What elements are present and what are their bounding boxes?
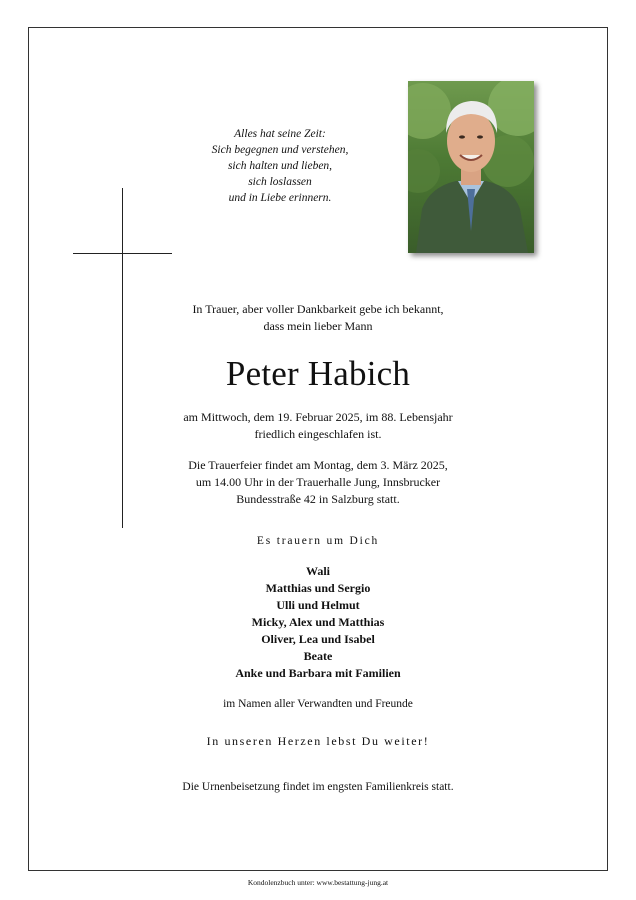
cross-icon-horizontal xyxy=(73,253,172,254)
funeral-info-line: Die Trauerfeier findet am Montag, dem 3. März 2025, xyxy=(188,458,448,472)
poem-line: sich loslassen xyxy=(248,176,312,188)
portrait-illustration xyxy=(408,81,534,253)
funeral-info-line: Bundesstraße 42 in Salzburg statt. xyxy=(236,492,400,506)
urn-burial-note: Die Urnenbeisetzung findet im engsten Familienkreis statt. xyxy=(182,781,454,793)
death-notice-line: friedlich eingeschlafen ist. xyxy=(254,427,382,441)
deceased-name: Peter Habich xyxy=(225,354,411,393)
relatives-line: im Namen aller Verwandten und Freunde xyxy=(223,698,413,710)
mourner-name: Ulli und Helmut xyxy=(276,598,360,612)
death-notice-line: am Mittwoch, dem 19. Februar 2025, im 88. Lebensjahr xyxy=(183,410,453,424)
funeral-info xyxy=(0,457,636,508)
intro-line: dass mein lieber Mann xyxy=(263,319,373,333)
mourners-heading: Es trauern um Dich xyxy=(256,535,380,547)
intro-text xyxy=(0,301,636,335)
mourner-name: Oliver, Lea und Isabel xyxy=(261,632,375,646)
heart-line: In unseren Herzen lebst Du weiter! xyxy=(206,734,430,748)
poem-line: Sich begegnen und verstehen, xyxy=(211,144,349,156)
poem xyxy=(170,126,390,206)
mourner-name: Beate xyxy=(303,649,333,663)
portrait-photo xyxy=(408,81,534,253)
mourner-name: Anke und Barbara mit Familien xyxy=(235,666,401,680)
poem-line: sich halten und lieben, xyxy=(227,160,333,172)
mourner-name: Micky, Alex und Matthias xyxy=(251,615,385,629)
mourners-list xyxy=(0,563,636,682)
funeral-info-line: um 14.00 Uhr in der Trauerhalle Jung, Innsbrucker xyxy=(195,475,441,489)
condolence-book-footer: Kondolenzbuch unter: www.bestattung-jung.at xyxy=(247,878,389,887)
mourner-name: Matthias und Sergio xyxy=(265,581,371,595)
poem-line: und in Liebe erinnern. xyxy=(228,192,332,204)
poem-line: Alles hat seine Zeit: xyxy=(234,128,326,140)
intro-line: In Trauer, aber voller Dankbarkeit gebe ich bekannt, xyxy=(192,302,444,316)
death-notice xyxy=(0,409,636,443)
mourner-name: Wali xyxy=(305,564,330,578)
